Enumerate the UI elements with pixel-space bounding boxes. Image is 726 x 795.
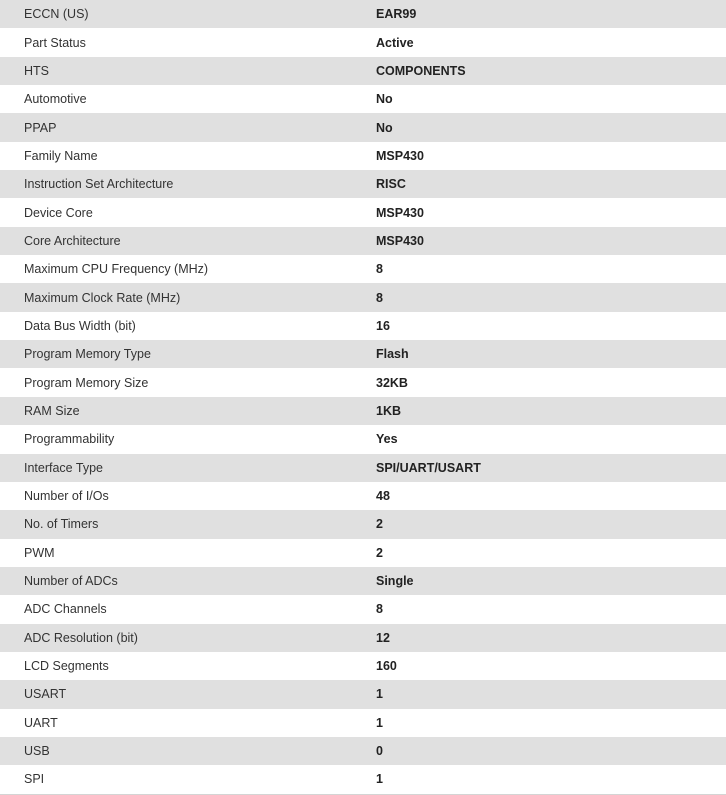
attribute-value: COMPONENTS <box>376 63 466 78</box>
attribute-value: Flash <box>376 347 409 362</box>
attribute-name: Part Status <box>24 35 86 50</box>
attribute-value: 160 <box>376 659 397 674</box>
table-row <box>0 312 726 340</box>
attribute-name: PPAP <box>24 120 57 135</box>
table-row <box>0 85 726 113</box>
attribute-name: ADC Resolution (bit) <box>24 630 138 645</box>
table-row <box>0 539 726 567</box>
attribute-name: SPI <box>24 772 45 787</box>
table-row <box>0 57 726 85</box>
attribute-name: Device Core <box>24 205 93 220</box>
attribute-name: ADC Channels <box>24 602 107 617</box>
attribute-name: Maximum Clock Rate (MHz) <box>24 290 181 305</box>
attribute-name: PWM <box>24 545 55 560</box>
table-row <box>0 368 726 396</box>
attribute-name: Data Bus Width (bit) <box>24 318 136 333</box>
table-row <box>0 113 726 141</box>
attribute-value: MSP430 <box>376 148 424 163</box>
table-row <box>0 652 726 680</box>
table-row <box>0 283 726 311</box>
attribute-value: No <box>376 120 393 135</box>
table-row <box>0 737 726 765</box>
table-row <box>0 397 726 425</box>
table-row <box>0 170 726 198</box>
attribute-value: Active <box>376 35 414 50</box>
attribute-name: ECCN (US) <box>24 7 89 22</box>
attribute-name: Program Memory Type <box>24 347 151 362</box>
table-row <box>0 425 726 453</box>
table-row <box>0 680 726 708</box>
attribute-value: 1 <box>376 772 383 787</box>
table-row <box>0 227 726 255</box>
attribute-value: 2 <box>376 517 383 532</box>
attribute-value: 0 <box>376 744 383 759</box>
attribute-name: No. of Timers <box>24 517 99 532</box>
table-row <box>0 28 726 56</box>
attribute-name: Number of I/Os <box>24 489 109 504</box>
attribute-value: EAR99 <box>376 7 417 22</box>
attribute-name: USB <box>24 744 50 759</box>
attribute-name: UART <box>24 715 58 730</box>
table-row <box>0 709 726 737</box>
attribute-value: MSP430 <box>376 205 424 220</box>
table-row <box>0 198 726 226</box>
attribute-name: Interface Type <box>24 460 103 475</box>
table-row <box>0 765 726 793</box>
table-row <box>0 595 726 623</box>
attribute-name: Automotive <box>24 92 87 107</box>
table-row <box>0 255 726 283</box>
attribute-name: Core Architecture <box>24 233 121 248</box>
attribute-name: Programmability <box>24 432 115 447</box>
attribute-value: Single <box>376 574 414 589</box>
table-bottom-divider <box>0 794 726 795</box>
attribute-name: Maximum CPU Frequency (MHz) <box>24 262 209 277</box>
table-row <box>0 624 726 652</box>
attribute-value: MSP430 <box>376 233 424 248</box>
table-row <box>0 142 726 170</box>
attribute-name: LCD Segments <box>24 659 109 674</box>
attribute-value: 8 <box>376 262 383 277</box>
table-row <box>0 510 726 538</box>
attribute-value: 48 <box>376 489 390 504</box>
attribute-value: 8 <box>376 602 383 617</box>
attribute-value: 32KB <box>376 375 408 390</box>
table-row <box>0 482 726 510</box>
attribute-value: 16 <box>376 318 390 333</box>
attribute-value: 1 <box>376 687 383 702</box>
attribute-value: 2 <box>376 545 383 560</box>
attribute-value: 8 <box>376 290 383 305</box>
attribute-value: RISC <box>376 177 406 192</box>
attribute-name: Family Name <box>24 148 98 163</box>
attribute-value: SPI/UART/USART <box>376 460 481 475</box>
attribute-value: 12 <box>376 630 390 645</box>
attribute-name: RAM Size <box>24 403 80 418</box>
table-row <box>0 0 726 28</box>
attribute-name: HTS <box>24 63 49 78</box>
table-row <box>0 567 726 595</box>
attribute-value: No <box>376 92 393 107</box>
table-row <box>0 454 726 482</box>
attribute-value: 1 <box>376 715 383 730</box>
attribute-name: Number of ADCs <box>24 574 118 589</box>
attribute-name: Instruction Set Architecture <box>24 177 174 192</box>
attribute-value: 1KB <box>376 403 402 418</box>
table-row <box>0 340 726 368</box>
attribute-value: Yes <box>376 432 398 447</box>
attribute-name: USART <box>24 687 67 702</box>
attribute-name: Program Memory Size <box>24 375 149 390</box>
